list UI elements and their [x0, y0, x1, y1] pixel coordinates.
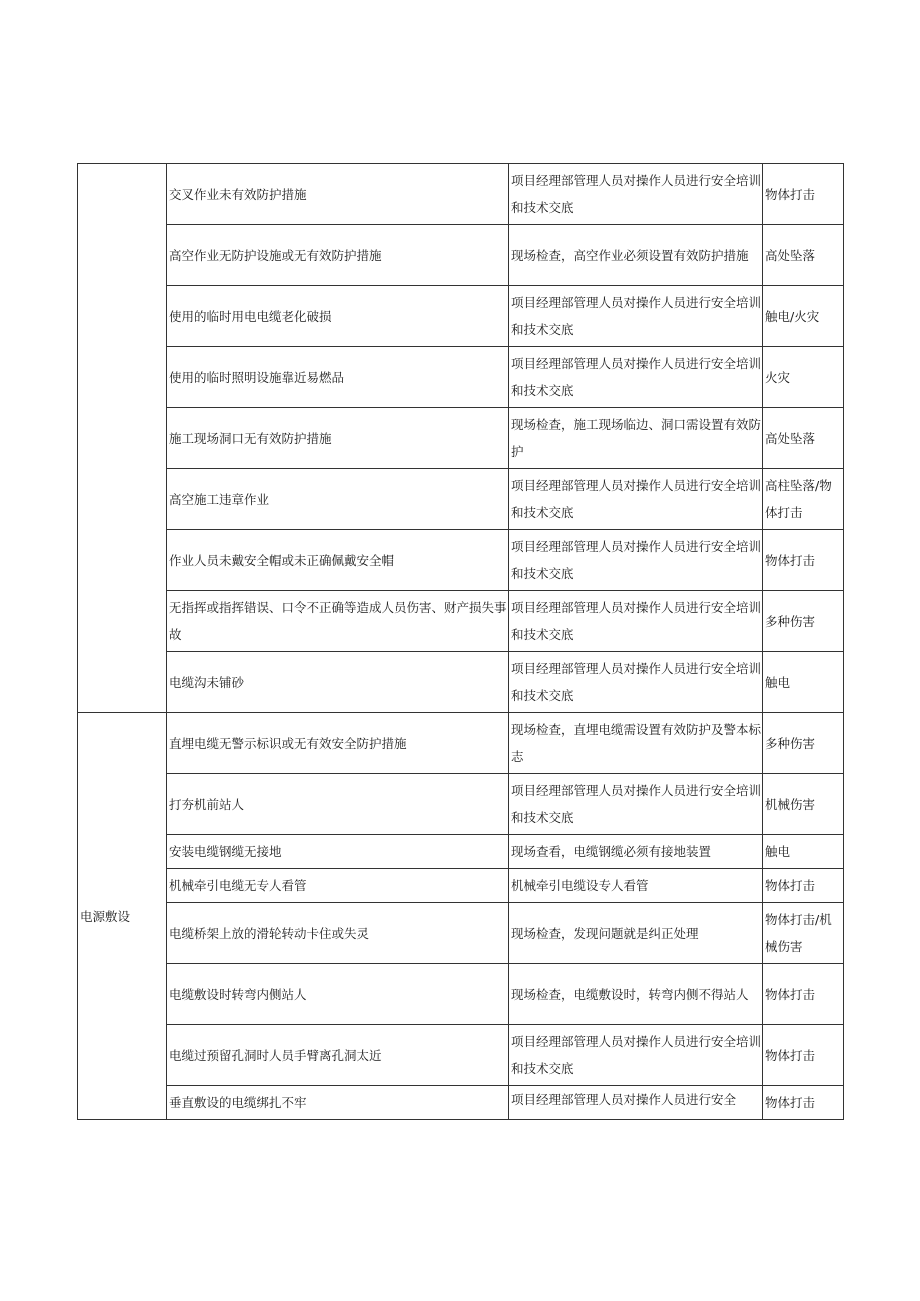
table-row — [78, 713, 844, 774]
table-row — [78, 408, 844, 469]
hazard-table-body — [78, 164, 844, 1120]
measure-cell: 现场检查，电缆敷设时，转弯内侧不得站人 — [509, 964, 763, 1025]
result-cell: 物体打击 — [763, 164, 844, 225]
hazard-cell: 使用的临时照明设施靠近易燃品 — [167, 347, 509, 408]
hazard-cell: 安装电缆钢缆无接地 — [167, 835, 509, 869]
result-cell: 物体打击 — [763, 530, 844, 591]
measure-cell: 机械牵引电缆设专人看管 — [509, 869, 763, 903]
result-cell: 触电/火灾 — [763, 286, 844, 347]
measure-cell: 现场检查，施工现场临边、洞口需设置有效防护 — [509, 408, 763, 469]
table-row — [78, 1025, 844, 1086]
measure-cell: 项目经理部管理人员对操作人员进行安全培训和技术交底 — [509, 164, 763, 225]
result-cell: 物体打击 — [763, 869, 844, 903]
hazard-cell: 垂直敷设的电缆绑扎不牢 — [167, 1086, 509, 1120]
result-cell: 火灾 — [763, 347, 844, 408]
table-row — [78, 964, 844, 1025]
measure-cell: 项目经理部管理人员对操作人员进行安全培训和技术交底 — [509, 469, 763, 530]
measure-cell: 项目经理部管理人员对操作人员进行安全培训和技术交底 — [509, 530, 763, 591]
measure-cell: 项目经理部管理人员对操作人员进行安全培训和技术交底 — [509, 774, 763, 835]
category-cell: 电源敷设 — [78, 713, 167, 1120]
result-cell: 物体打击 — [763, 1025, 844, 1086]
hazard-cell: 电缆桥架上放的滑轮转动卡住或失灵 — [167, 903, 509, 964]
table-row — [78, 225, 844, 286]
category-cell — [78, 164, 167, 713]
table-row — [78, 286, 844, 347]
table-row — [78, 1086, 844, 1120]
result-cell: 高处坠落 — [763, 225, 844, 286]
hazard-cell: 无指挥或指挥错误、口令不正确等造成人员伤害、财产损失事故 — [167, 591, 509, 652]
result-cell: 机械伤害 — [763, 774, 844, 835]
hazard-cell: 打夯机前站人 — [167, 774, 509, 835]
measure-cell: 项目经理部管理人员对操作人员进行安全培训和技术交底 — [509, 652, 763, 713]
hazard-table — [77, 163, 844, 1120]
hazard-cell: 高空施工违章作业 — [167, 469, 509, 530]
result-cell: 物体打击 — [763, 1086, 844, 1120]
hazard-cell: 施工现场洞口无有效防护措施 — [167, 408, 509, 469]
measure-cell: 项目经理部管理人员对操作人员进行安全培训和技术交底 — [509, 591, 763, 652]
hazard-cell: 机械牵引电缆无专人看管 — [167, 869, 509, 903]
table-row — [78, 164, 844, 225]
hazard-cell: 交叉作业未有效防护措施 — [167, 164, 509, 225]
measure-cell: 现场检查，发现问题就是纠正处理 — [509, 903, 763, 964]
hazard-cell: 电缆敷设时转弯内侧站人 — [167, 964, 509, 1025]
table-row — [78, 591, 844, 652]
table-row — [78, 652, 844, 713]
result-cell: 高柱坠落/物体打击 — [763, 469, 844, 530]
hazard-cell: 作业人员未戴安全帽或未正确佩戴安全帽 — [167, 530, 509, 591]
table-row — [78, 530, 844, 591]
result-cell: 物体打击/机械伤害 — [763, 903, 844, 964]
result-cell: 触电 — [763, 652, 844, 713]
hazard-cell: 直埋电缆无警示标识或无有效安全防护措施 — [167, 713, 509, 774]
result-cell: 触电 — [763, 835, 844, 869]
measure-cell: 项目经理部管理人员对操作人员进行安全 — [509, 1086, 763, 1120]
hazard-cell: 电缆过预留孔洞时人员手臂离孔洞太近 — [167, 1025, 509, 1086]
table-row — [78, 903, 844, 964]
result-cell: 高处坠落 — [763, 408, 844, 469]
table-row — [78, 869, 844, 903]
result-cell: 多种伤害 — [763, 591, 844, 652]
measure-cell: 现场查看，电缆钢缆必须有接地装置 — [509, 835, 763, 869]
measure-cell: 现场检查，高空作业必须设置有效防护措施 — [509, 225, 763, 286]
hazard-cell: 使用的临时用电电缆老化破损 — [167, 286, 509, 347]
measure-cell: 项目经理部管理人员对操作人员进行安全培训和技术交底 — [509, 347, 763, 408]
measure-cell: 现场检查，直埋电缆需设置有效防护及警本标志 — [509, 713, 763, 774]
measure-cell: 项目经理部管理人员对操作人员进行安全培训和技术交底 — [509, 286, 763, 347]
table-row — [78, 835, 844, 869]
table-row — [78, 469, 844, 530]
table-row — [78, 347, 844, 408]
hazard-cell: 电缆沟未铺砂 — [167, 652, 509, 713]
result-cell: 物体打击 — [763, 964, 844, 1025]
measure-cell: 项目经理部管理人员对操作人员进行安全培训和技术交底 — [509, 1025, 763, 1086]
hazard-cell: 高空作业无防护设施或无有效防护措施 — [167, 225, 509, 286]
result-cell: 多种伤害 — [763, 713, 844, 774]
table-row — [78, 774, 844, 835]
